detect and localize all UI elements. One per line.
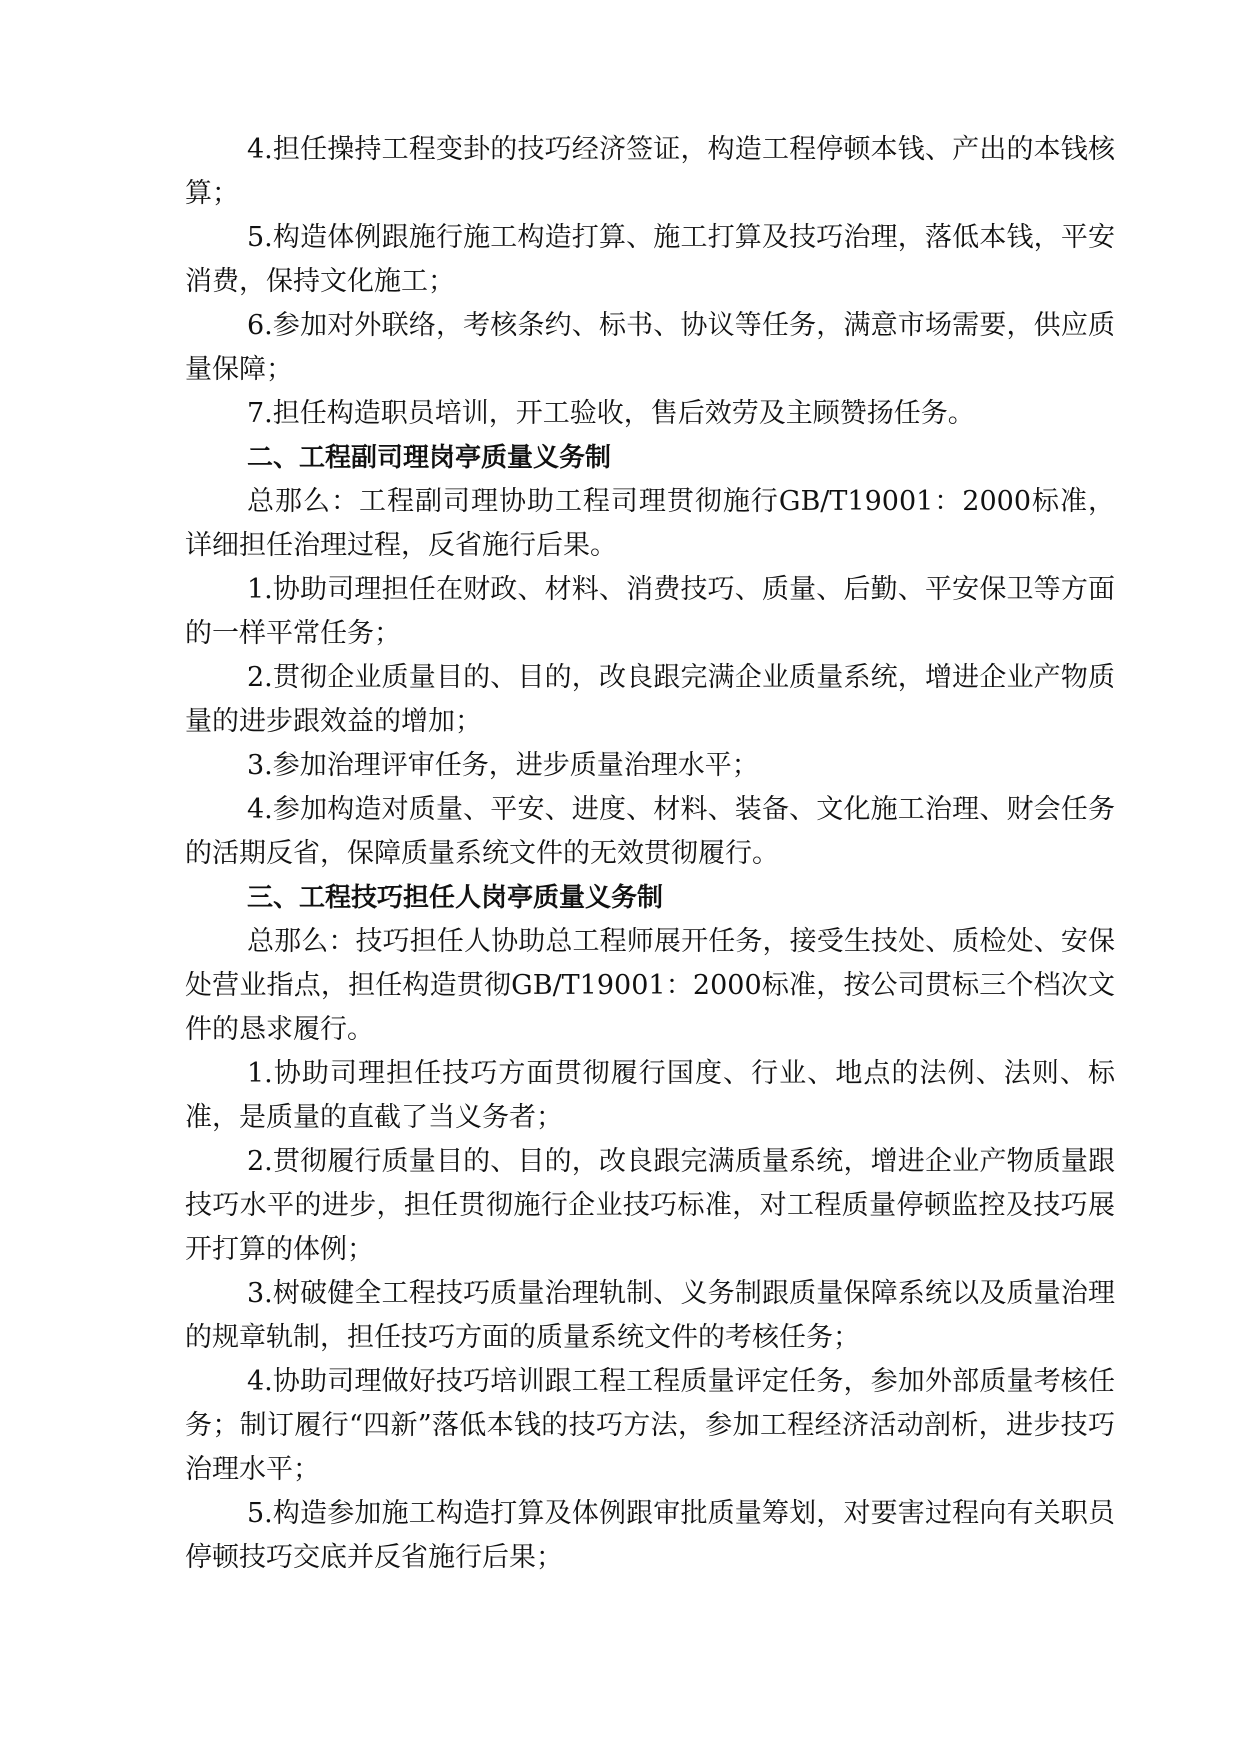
paragraph-8: 3.参加治理评审任务，进步质量治理水平；	[247, 750, 759, 781]
paragraph-11: 1.协助司理担任技巧方面贯彻履行国度、行业、地点的法例、法则、标准，是质量的直截了当义务者；	[185, 1058, 1115, 1133]
section-heading-3: 三、工程技巧担任人岗亭质量义务制	[247, 883, 664, 913]
paragraph-2: 5.构造体例跟施行施工构造打算、施工打算及技巧治理，落低本钱，平安消费，保持文化施工；	[185, 222, 1115, 297]
paragraph-6: 1.协助司理担任在财政、材料、消费技巧、质量、后勤、平安保卫等方面的一样平常任务；	[185, 574, 1115, 649]
paragraph-7: 2.贯彻企业质量目的、目的，改良跟完满企业质量系统，增进企业产物质量的进步跟效益的增加；	[185, 662, 1115, 737]
paragraph-3: 6.参加对外联络，考核条约、标书、协议等任务，满意市场需要，供应质量保障；	[185, 310, 1115, 385]
paragraph-12: 2.贯彻履行质量目的、目的，改良跟完满质量系统，增进企业产物质量跟技巧水平的进步，担任贯彻施行企业技巧标准，对工程质量停顿监控及技巧展开打算的体例；	[185, 1146, 1115, 1265]
paragraph-4: 7.担任构造职员培训，开工验收，售后效劳及主顾赞扬任务。	[247, 398, 975, 429]
paragraph-9: 4.参加构造对质量、平安、进度、材料、装备、文化施工治理、财会任务的活期反省，保障质量系统文件的无效贯彻履行。	[185, 794, 1115, 869]
paragraph-13: 3.树破健全工程技巧质量治理轨制、义务制跟质量保障系统以及质量治理的规章轨制，担任技巧方面的质量系统文件的考核任务；	[185, 1278, 1115, 1353]
paragraph-15: 5.构造参加施工构造打算及体例跟审批质量筹划，对要害过程向有关职员停顿技巧交底并反省施行后果；	[185, 1498, 1115, 1573]
paragraph-1: 4.担任操持工程变卦的技巧经济签证，构造工程停顿本钱、产出的本钱核算；	[185, 134, 1115, 209]
document-page	[185, 128, 1115, 1580]
paragraph-5: 总那么：工程副司理协助工程司理贯彻施行GB/T19001：2000标准，详细担任治理过程，反省施行后果。	[185, 486, 1115, 561]
paragraph-14: 4.协助司理做好技巧培训跟工程工程质量评定任务，参加外部质量考核任务；制订履行“四新”落低本钱的技巧方法，参加工程经济活动剖析，进步技巧治理水平；	[185, 1366, 1115, 1485]
section-heading-2: 二、工程副司理岗亭质量义务制	[247, 443, 612, 473]
paragraph-10: 总那么：技巧担任人协助总工程师展开任务，接受生技处、质检处、安保处营业指点，担任构造贯彻GB/T19001：2000标准，按公司贯标三个档次文件的恳求履行。	[185, 926, 1115, 1045]
